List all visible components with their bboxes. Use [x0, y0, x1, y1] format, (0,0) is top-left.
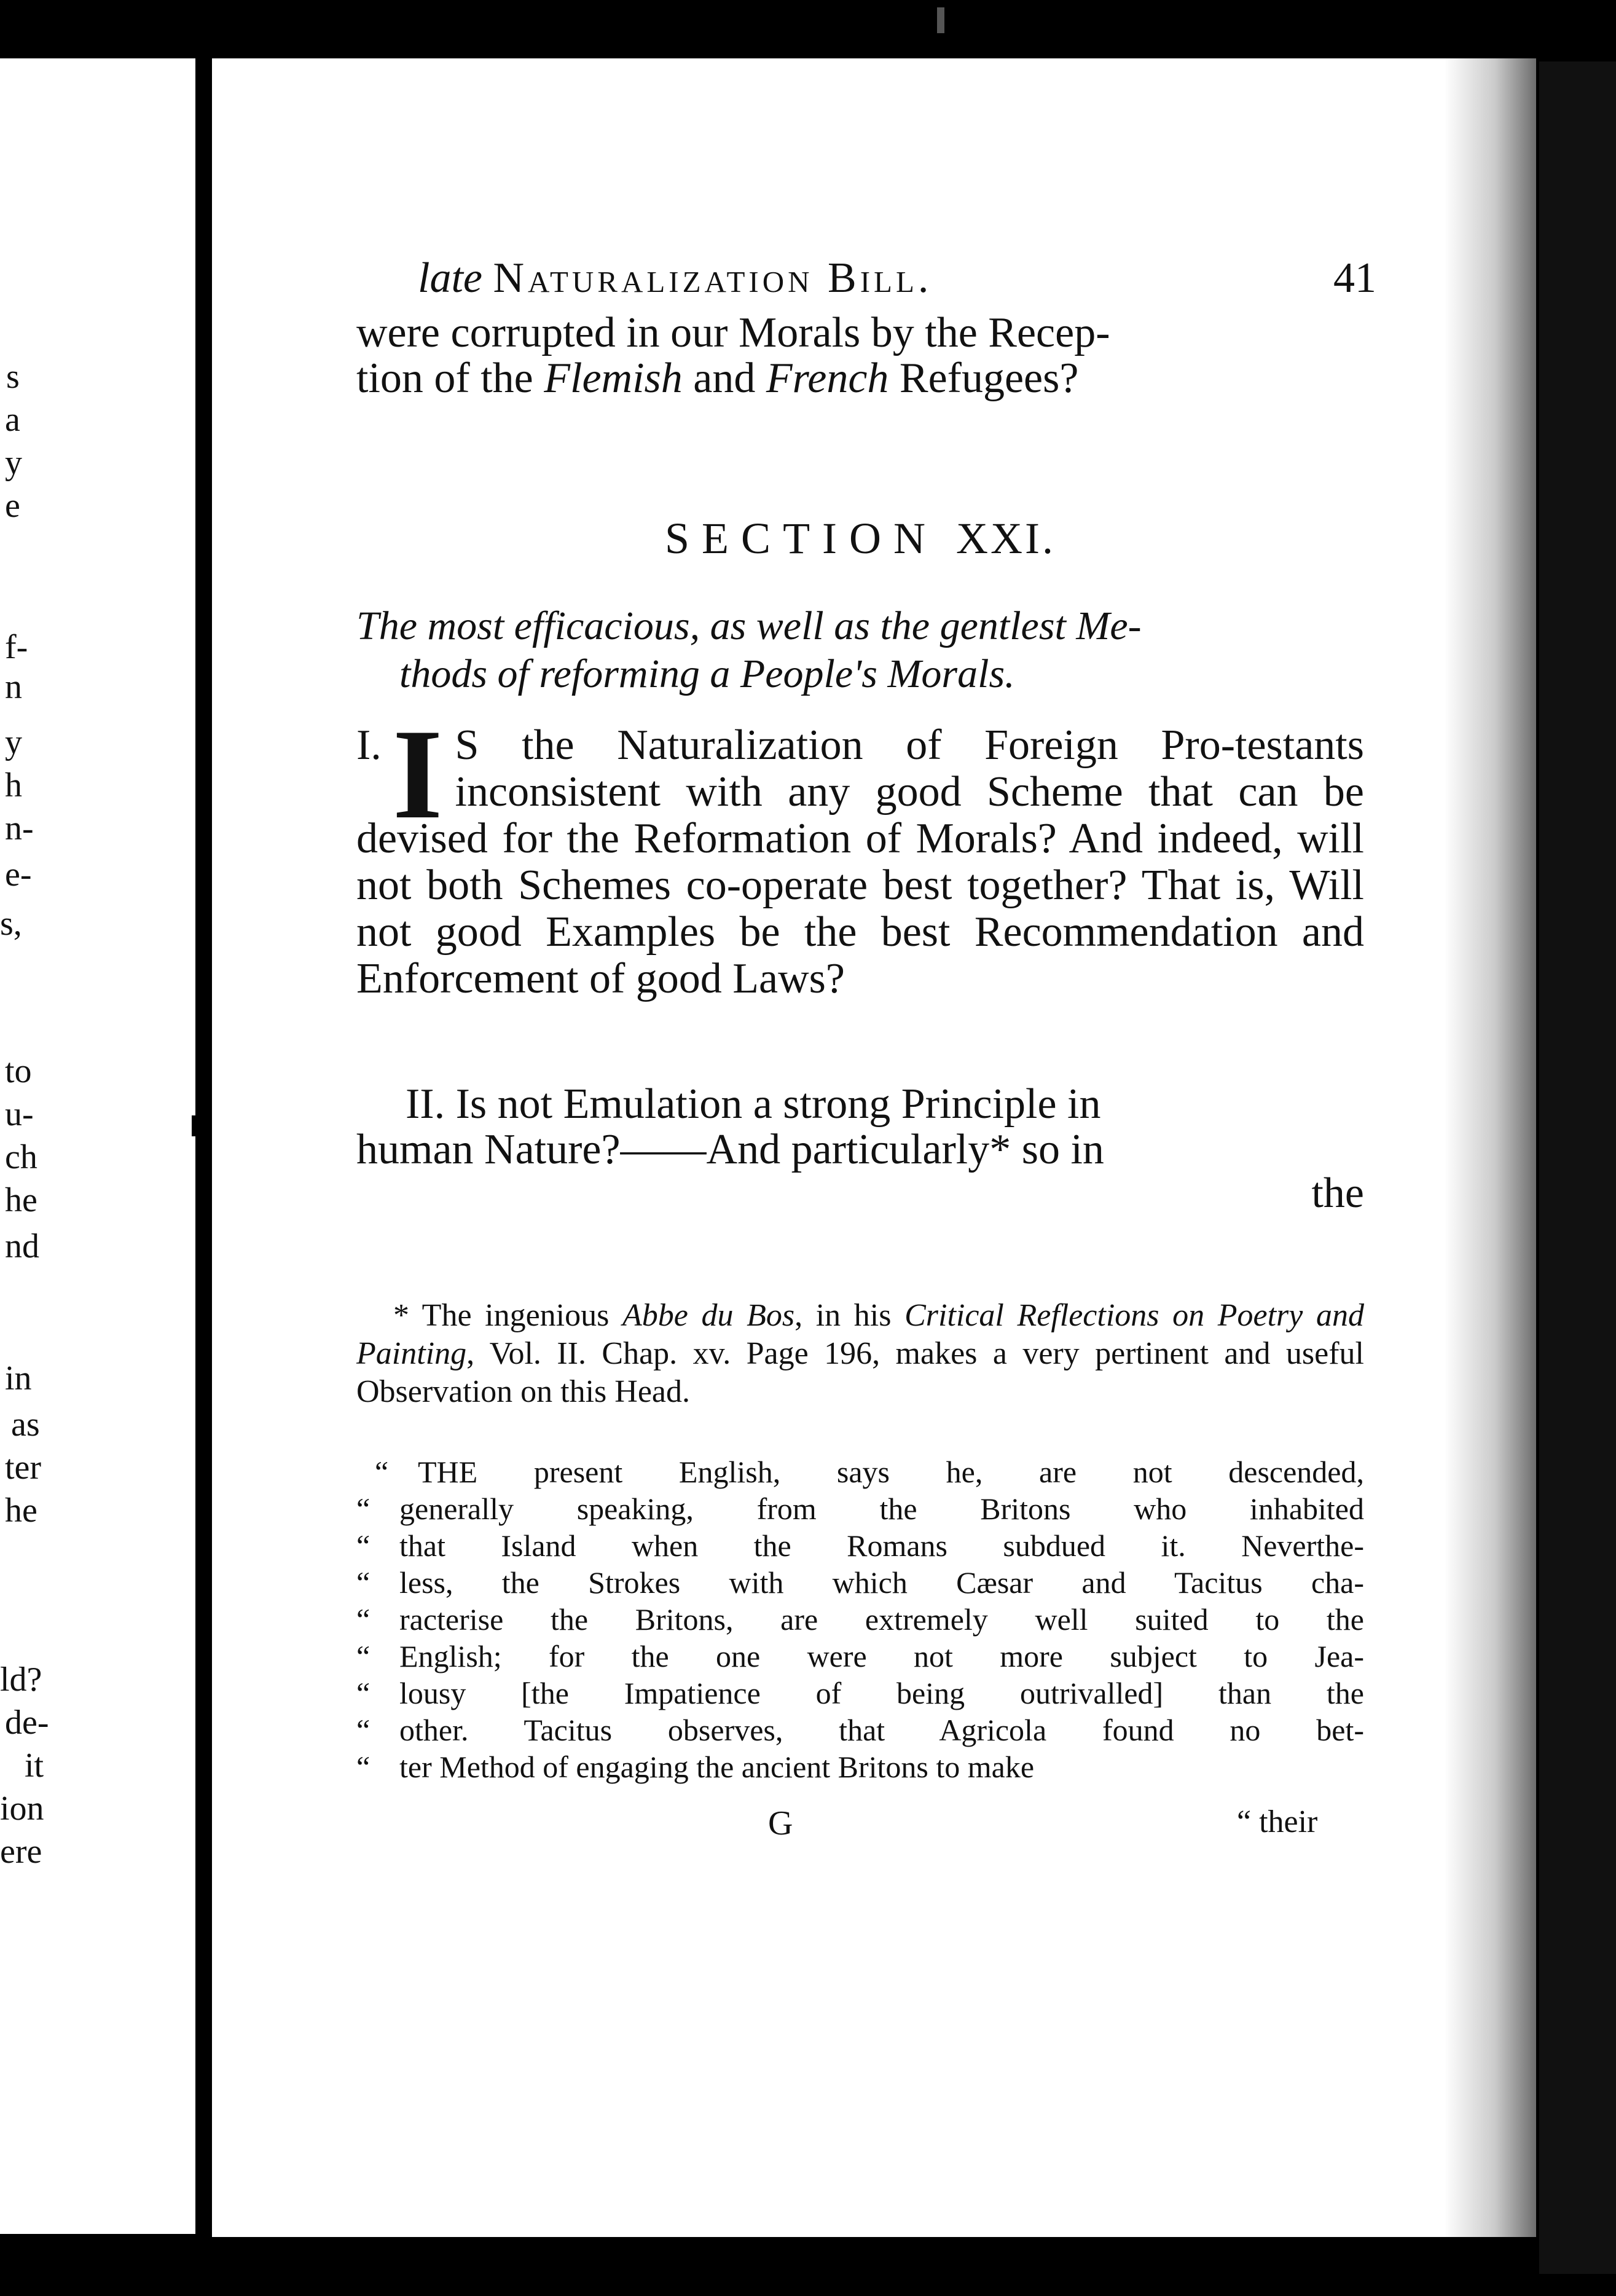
paragraph-label: I. — [356, 721, 382, 769]
paragraph-text: S the Naturalization of Foreign Pro-testants inconsistent with any good Scheme that can be devised for the Reformation of Morals? And indeed, will not both Schemes co-operate best together? That is, Will not good Examples be the best Recommendation and Enforcement of good Laws? — [356, 721, 1364, 1002]
margin-fragment: he — [5, 1181, 37, 1219]
running-header — [418, 254, 1376, 303]
margin-fragment: it — [25, 1747, 44, 1785]
scan-background — [1539, 61, 1616, 2274]
scan-mark — [937, 7, 944, 33]
margin-fragment: u- — [5, 1095, 34, 1133]
text-run: Abbe du Bos — [622, 1298, 795, 1333]
quote-mark: “ — [375, 1455, 389, 1489]
quote-mark: “ — [356, 1676, 371, 1710]
opening-line: were corrupted in our Morals by the Recep- — [356, 309, 1110, 356]
text-run: tion of the — [356, 355, 544, 402]
text-run: , Vol. II. Chap. xv. Page 196, makes a very pertinent and useful Observation on this Head. — [356, 1336, 1364, 1409]
quote-text: other. Tacitus observes, that Agricola found no bet- — [399, 1713, 1364, 1747]
section-label: SECTION — [665, 514, 938, 563]
section-heading — [353, 513, 1367, 564]
section-number: XXI. — [956, 514, 1056, 563]
quote-line — [356, 1712, 1364, 1748]
quote-text: ter Method of engaging the ancient Britons to make — [399, 1750, 1035, 1784]
quote-line — [356, 1675, 1364, 1712]
book-page — [212, 58, 1536, 2237]
opening-line-2 — [356, 356, 1364, 401]
margin-fragment: he — [5, 1492, 37, 1530]
margin-fragment: e- — [5, 855, 32, 894]
margin-fragment: e — [5, 487, 20, 525]
paragraph-2-line: the — [1311, 1170, 1364, 1217]
margin-fragment: a — [5, 401, 20, 439]
margin-fragment: y — [5, 723, 22, 761]
margin-fragment: as — [11, 1406, 40, 1444]
margin-fragment: y — [5, 444, 22, 482]
quote-text: generally speaking, from the Britons who inhabited — [399, 1492, 1364, 1526]
page-edge-shadow — [1444, 58, 1536, 2237]
quote-line — [356, 1564, 1364, 1601]
header-title: Naturalization Bill. — [493, 254, 933, 302]
page-number: 41 — [1333, 254, 1376, 302]
margin-fragment: in — [5, 1359, 32, 1398]
catchword: “ their — [1237, 1804, 1318, 1839]
quote-line — [356, 1601, 1364, 1638]
margin-fragment: ere — [0, 1833, 42, 1871]
margin-fragment: de- — [5, 1704, 49, 1742]
margin-fragment: ch — [5, 1138, 37, 1176]
margin-fragment: nd — [5, 1227, 39, 1265]
text-run: Refugees? — [888, 355, 1079, 402]
quote-text: THE present English, says he, are not descended, — [418, 1455, 1364, 1489]
quote-line — [356, 1490, 1364, 1527]
text-run: Critical Reflections on Poetry and Painting — [356, 1298, 1364, 1371]
paragraph-1 — [356, 703, 1364, 1002]
footnote-quote — [356, 1453, 1364, 1785]
margin-fragment: n — [5, 668, 22, 706]
margin-fragment: f- — [5, 628, 28, 666]
margin-fragment: n- — [5, 809, 34, 847]
quote-mark: “ — [356, 1492, 371, 1526]
text-run: * The ingenious — [393, 1298, 622, 1333]
text-run: Flemish — [544, 355, 683, 402]
section-subtitle — [356, 602, 1364, 698]
text-run: French — [766, 355, 889, 402]
quote-text: English; for the one were not more subject to Jea- — [399, 1639, 1364, 1673]
facing-page-edge — [0, 58, 195, 2234]
quote-text: that Island when the Romans subdued it. Neverthe- — [399, 1528, 1364, 1563]
quote-text: lousy [the Impatience of being outrivalled] than the — [399, 1676, 1364, 1710]
quote-mark: “ — [356, 1713, 371, 1747]
margin-fragment: to — [5, 1052, 32, 1090]
drop-cap: I — [392, 703, 443, 846]
quote-text: racterise the Britons, are extremely well suited to the — [399, 1602, 1364, 1637]
quote-mark: “ — [356, 1639, 371, 1673]
margin-fragment: h — [5, 766, 22, 804]
paragraph-2-line: II. Is not Emulation a strong Principle in — [406, 1080, 1101, 1128]
margin-fragment: ld? — [0, 1661, 42, 1699]
margin-fragment: s, — [0, 905, 22, 943]
quote-line — [356, 1638, 1364, 1675]
quote-mark: “ — [356, 1602, 371, 1637]
subtitle-line: The most efficacious, as well as the gentlest Me- — [356, 603, 1142, 648]
paragraph-2-line: human Nature?——And particularly* so in — [356, 1126, 1104, 1173]
gutter-mark — [192, 1115, 197, 1136]
margin-fragment: ter — [5, 1449, 42, 1487]
text-run: , in his — [794, 1298, 905, 1333]
quote-mark: “ — [356, 1528, 371, 1563]
quote-mark: “ — [356, 1565, 371, 1600]
margin-fragment: ion — [0, 1790, 44, 1828]
quote-line — [356, 1453, 1364, 1490]
header-prefix: late — [418, 254, 482, 302]
margin-fragment: s — [6, 358, 20, 396]
subtitle-line: thods of reforming a People's Morals. — [399, 651, 1015, 696]
quote-line — [356, 1527, 1364, 1564]
signature-mark: G — [768, 1804, 793, 1842]
quote-text: less, the Strokes with which Cæsar and Tacitus cha- — [399, 1565, 1364, 1600]
text-run: and — [682, 355, 766, 402]
quote-mark: “ — [356, 1750, 371, 1784]
footnote-intro — [356, 1297, 1364, 1411]
quote-line — [356, 1748, 1364, 1785]
